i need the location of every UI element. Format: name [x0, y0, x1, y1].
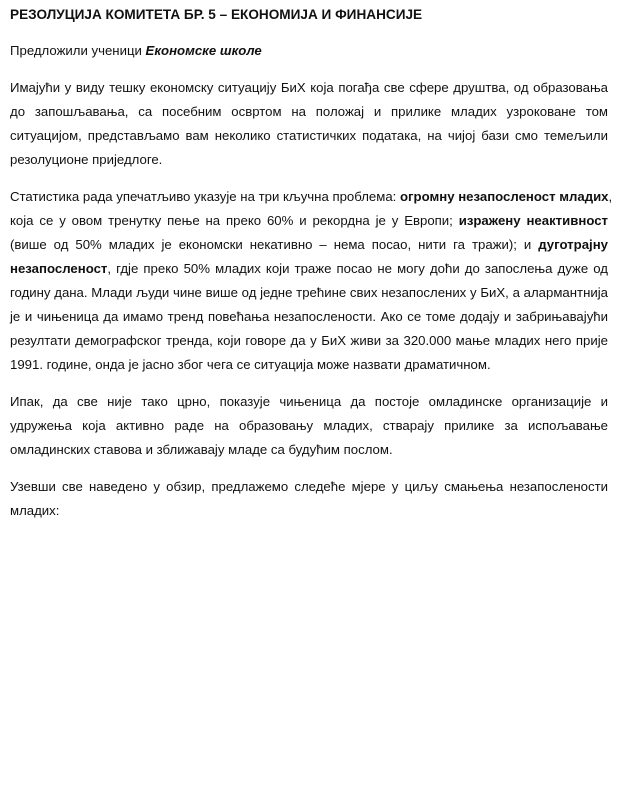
paragraph-1-line: ситуацијом, представљамо вам неколико статистичких података, на чијој бази смо темељили — [10, 128, 608, 143]
proposed-by — [10, 40, 608, 61]
text: (више од 50% младих је економски некативно – нема посао, нити га тражи); и — [10, 237, 539, 252]
emphasis: изражену неактивност — [458, 213, 608, 228]
document-title: РЕЗОЛУЦИЈА КОМИТЕТА БР. 5 – ЕКОНОМИЈА И ФИНАНСИЈЕ — [10, 7, 423, 22]
paragraph-1-line: Имајући у виду тешку економску ситуацију БиХ која погађа све сфере друштва, од образовања — [10, 80, 608, 95]
paragraph-2-line: 1991. године, онда је јасно због чега се ситуација може назвати драматичном. — [10, 357, 491, 372]
emphasis: незапосленост — [10, 261, 108, 276]
paragraph-4-line: младих: — [10, 503, 60, 518]
paragraph-3-line: удружења која активно раде на образовању младих, стварају прилике за испољавање — [10, 418, 608, 433]
proposed-by-prefix: Предложили ученици — [10, 43, 146, 58]
paragraph-1-line: до запошљавања, са посебним освртом на положај и прилике младих узроковане том — [10, 104, 608, 119]
text: Статистика рада упечатљиво указује на три кључна проблема: — [10, 189, 400, 204]
school-name: Економске школе — [145, 43, 262, 58]
paragraph-2-line — [10, 258, 608, 279]
paragraph-1-line: резолуционе приједлоге. — [10, 152, 163, 167]
text: , — [608, 189, 613, 204]
paragraph-2-line: је и чињеница да имамо тренд повећања незапослености. Ако се томе додају и забрињавајући — [10, 309, 608, 324]
text: која се у овом тренутку пење на преко 60% и рекордна је у Европи; — [10, 213, 459, 228]
paragraph-2-line — [10, 234, 608, 255]
emphasis: огромну незапосленост младих — [399, 189, 609, 204]
paragraph-2-line: годину дана. Млади људи чине више од једне трећине свих незапослених у БиХ, а алармантнија — [10, 285, 608, 300]
paragraph-2-line — [10, 186, 613, 207]
paragraph-3-line: омладинских ставова и зближавају младе са будућим послом. — [10, 442, 393, 457]
paragraph-2-line — [10, 210, 608, 231]
emphasis: дуготрајну — [538, 237, 608, 252]
paragraph-2-line: резултати демографског тренда, који говоре да у БиХ живи за 320.000 мање младих него прије — [10, 333, 608, 348]
paragraph-4-line: Узевши све наведено у обзир, предлажемо следеће мјере у циљу смањења незапослености — [10, 479, 608, 494]
text: , гдје преко 50% младих који траже посао не могу доћи до запослења дуже од — [107, 261, 608, 276]
paragraph-3-line: Ипак, да све није тако црно, показује чињеница да постоје омладинске организације и — [10, 394, 608, 409]
